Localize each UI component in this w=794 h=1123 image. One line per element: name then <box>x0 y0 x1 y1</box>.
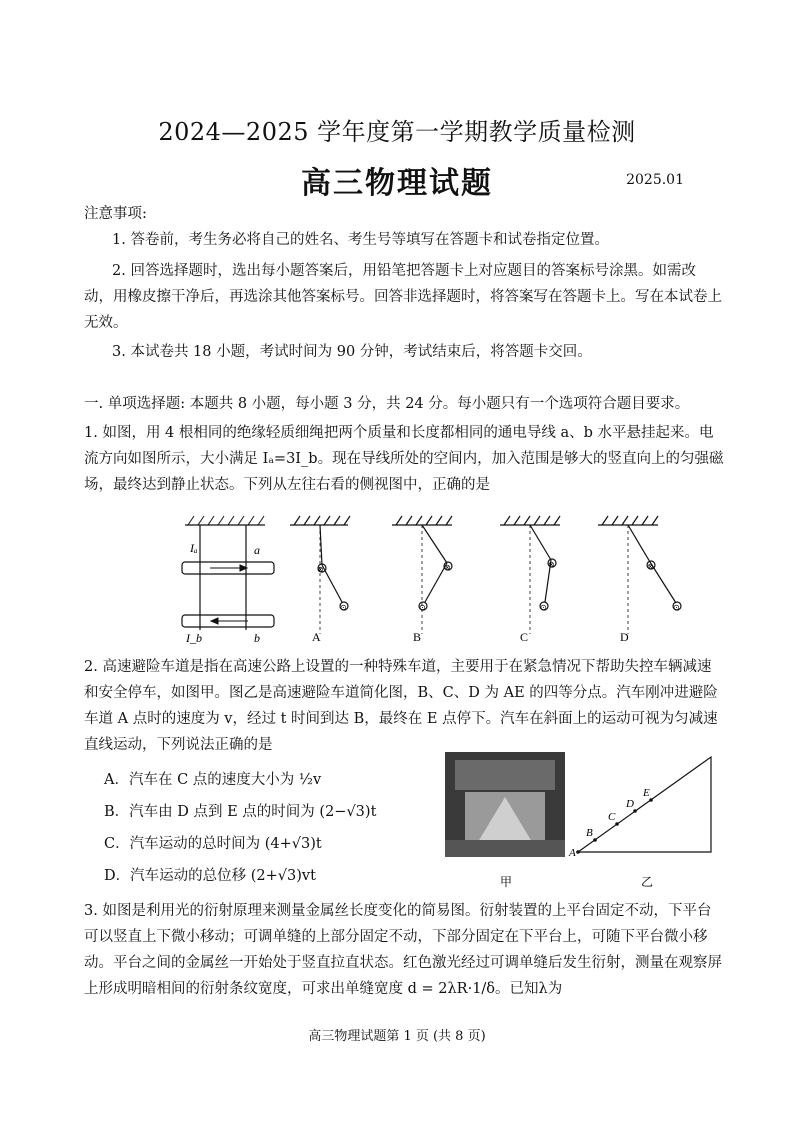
question-1-text: 1. 如图，用 4 根相同的绝缘轻质细绳把两个质量和长度都相同的通电导线 a、b 水平悬挂起来。电流方向如图所示，大小满足 Iₐ=3I_b。现在导线所处的空间内，加入范围是够大的竖直向上的匀强磁场，最终达到静止状态。下列从左往右看的侧视图中，正确的是 <box>84 425 724 493</box>
exam-subtitle: 高三物理试题 <box>301 166 493 201</box>
label-Ib: I_b <box>186 631 202 645</box>
page-footer: 高三物理试题第 1 页 (共 8 页) <box>308 1029 486 1044</box>
question-2-option-c[interactable]: C．汽车运动的总时间为 (4+√3)t <box>104 836 322 852</box>
option-b-cross: ⊗ <box>444 563 451 572</box>
option-c-cross: ⊗ <box>548 560 555 569</box>
option-d-dot: ⊙ <box>673 603 680 612</box>
label-a: a <box>254 543 260 557</box>
section-heading: 一. 单项选择题: 本题共 8 小题，每小题 3 分，共 24 分。每小题只有一个选项符合题目要求。 <box>84 396 690 412</box>
option-d-label: D <box>620 630 629 644</box>
question-3-text: 3. 如图是利用光的衍射原理来测量金属丝长度变化的简易图。衍射装置的上平台固定不动，下平台可以竖直上下微小移动；可调单缝的上部分固定不动，下部分固定在下平台上，可随下平台微小移动。平台之间的金属丝一开始处于竖直拉直状态。红色激光经过可调单缝后发生衍射，测量在观察屏上形成明暗相间的衍射条纹宽度，可求出单缝宽度 d = 2λR·1/δ。已知λ为 <box>84 903 722 997</box>
notice-item-3: 3. 本试卷共 18 小题，考试时间为 90 分钟，考试结束后，将答题卡交回。 <box>112 344 592 360</box>
option-b-dot: ⊙ <box>419 603 426 612</box>
notice-item-2: 2. 回答选择题时，选出每小题答案后，用铅笔把答题卡上对应题目的答案标号涂黑。如需改动，用橡皮擦干净后，再选涂其他答案标号。回答非选择题时，将答案写在答题卡上。写在本试卷上无效。 <box>84 263 722 331</box>
point-B: B <box>586 827 593 839</box>
notice-item-1: 1. 答卷前，考生务必将自己的姓名、考生号等填写在答题卡和试卷指定位置。 <box>112 232 609 248</box>
option-d-cross: ⊗ <box>647 562 654 571</box>
option-a-label: A <box>312 630 321 644</box>
exam-title: 2024—2025 学年度第一学期教学质量检测 <box>158 118 636 146</box>
question-1-figure <box>170 510 700 650</box>
option-a-cross: ⊗ <box>317 565 324 574</box>
exam-date: 2025.01 <box>626 172 684 188</box>
figure-jia-label: 甲 <box>500 875 513 889</box>
question-2-option-b[interactable]: B．汽车由 D 点到 E 点的时间为 (2−√3)t <box>104 804 377 820</box>
option-c-dot: ⊙ <box>540 603 547 612</box>
option-c-label: C <box>520 630 529 644</box>
question-2-text: 2. 高速避险车道是指在高速公路上设置的一种特殊车道，主要用于在紧急情况下帮助失控车辆减速和安全停车，如图甲。图乙是高速避险车道简化图，B、C、D 为 AE 的四等分点。汽车刚冲进避险车道 A 点时的速度为 v，经过 t 时间到达 B，最终在 E 点停下。汽车在斜面上的运动可视为匀减速直线运动，下列说法正确的是 <box>84 659 718 753</box>
option-b-label: B <box>413 630 422 644</box>
point-D: D <box>626 798 634 810</box>
notice-heading: 注意事项: <box>84 206 147 222</box>
question-2-option-a[interactable]: A．汽车在 C 点的速度大小为 ½v <box>104 772 322 788</box>
label-Ia: Iₐ <box>190 541 198 555</box>
figure-yi-label: 乙 <box>641 875 654 889</box>
point-A: A <box>569 847 576 859</box>
label-b: b <box>254 631 260 645</box>
option-a-dot: ⊙ <box>340 603 347 612</box>
point-C: C <box>608 811 616 823</box>
question-2-figure <box>445 752 725 892</box>
question-2-option-d[interactable]: D．汽车运动的总位移 (2+√3)vt <box>104 868 316 884</box>
point-E: E <box>643 787 650 799</box>
